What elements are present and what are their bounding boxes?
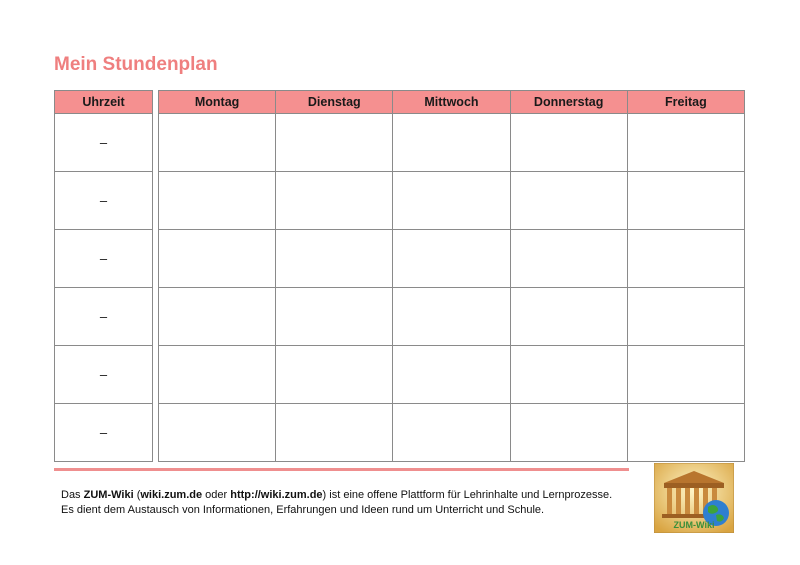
timetable-cell[interactable] bbox=[627, 288, 744, 346]
zum-wiki-name: ZUM-Wiki bbox=[83, 489, 134, 501]
time-slot[interactable]: – bbox=[55, 114, 153, 172]
time-slot[interactable]: – bbox=[55, 346, 153, 404]
day-header-montag: Montag bbox=[159, 91, 276, 114]
timetable-cell[interactable] bbox=[159, 172, 276, 230]
timetable-cell[interactable] bbox=[159, 346, 276, 404]
timetable-cell[interactable] bbox=[393, 172, 510, 230]
page-title: Mein Stundenplan bbox=[54, 54, 218, 75]
timetable-row bbox=[159, 288, 745, 346]
timetable-cell[interactable] bbox=[393, 114, 510, 172]
timetable-cell[interactable] bbox=[393, 404, 510, 462]
zum-wiki-logo-icon bbox=[654, 463, 734, 533]
timetable-cell[interactable] bbox=[510, 288, 627, 346]
timetable-row bbox=[159, 114, 745, 172]
timetable-cell[interactable] bbox=[159, 288, 276, 346]
timetable-cell[interactable] bbox=[510, 172, 627, 230]
day-header-mittwoch: Mittwoch bbox=[393, 91, 510, 114]
day-header-dienstag: Dienstag bbox=[276, 91, 393, 114]
weekday-table bbox=[158, 90, 745, 462]
timetable-cell[interactable] bbox=[276, 404, 393, 462]
day-header-freitag: Freitag bbox=[627, 91, 744, 114]
footer-divider bbox=[54, 468, 629, 471]
time-header: Uhrzeit bbox=[55, 91, 153, 114]
timetable-cell[interactable] bbox=[510, 346, 627, 404]
timetable-cell[interactable] bbox=[627, 230, 744, 288]
timetable-cell[interactable] bbox=[159, 404, 276, 462]
day-header-donnerstag: Donnerstag bbox=[510, 91, 627, 114]
timetable-cell[interactable] bbox=[159, 114, 276, 172]
timetable-cell[interactable] bbox=[393, 288, 510, 346]
time-slot[interactable]: – bbox=[55, 404, 153, 462]
timetable-cell[interactable] bbox=[276, 172, 393, 230]
time-slot[interactable]: – bbox=[55, 288, 153, 346]
timetable-cell[interactable] bbox=[276, 114, 393, 172]
timetable-cell[interactable] bbox=[627, 346, 744, 404]
timetable-cell[interactable] bbox=[510, 230, 627, 288]
timetable-cell[interactable] bbox=[627, 404, 744, 462]
footer-line-1 bbox=[61, 488, 651, 503]
timetable-cell[interactable] bbox=[627, 172, 744, 230]
timetable-cell[interactable] bbox=[627, 114, 744, 172]
timetable-row bbox=[159, 230, 745, 288]
wiki-domain[interactable]: wiki.zum.de bbox=[140, 489, 203, 501]
footer-text bbox=[61, 488, 651, 518]
wiki-url[interactable]: http://wiki.zum.de bbox=[230, 489, 323, 501]
time-slot[interactable]: – bbox=[55, 172, 153, 230]
timetable-cell[interactable] bbox=[276, 230, 393, 288]
footer-text-part: Das bbox=[61, 489, 84, 501]
timetable-row bbox=[159, 404, 745, 462]
timetable-cell[interactable] bbox=[510, 404, 627, 462]
footer-text-part: oder bbox=[202, 489, 231, 501]
timetable-cell[interactable] bbox=[276, 288, 393, 346]
footer-text-part: ( bbox=[133, 489, 141, 501]
footer-line-2: Es dient dem Austausch von Informationen, Erfahrungen und Ideen rund um Unterricht und Schule. bbox=[61, 504, 545, 516]
logo-text: ZUM-Wiki bbox=[673, 520, 715, 530]
footer-text-part: ) ist eine offene Plattform für Lehrinhalte und Lernprozesse. bbox=[322, 489, 613, 501]
timetable-row bbox=[159, 172, 745, 230]
timetable-cell[interactable] bbox=[276, 346, 393, 404]
timetable-cell[interactable] bbox=[393, 346, 510, 404]
timetable-cell[interactable] bbox=[159, 230, 276, 288]
time-column-table bbox=[54, 90, 153, 462]
time-slot[interactable]: – bbox=[55, 230, 153, 288]
timetable-cell[interactable] bbox=[510, 114, 627, 172]
timetable-row bbox=[159, 346, 745, 404]
timetable-cell[interactable] bbox=[393, 230, 510, 288]
